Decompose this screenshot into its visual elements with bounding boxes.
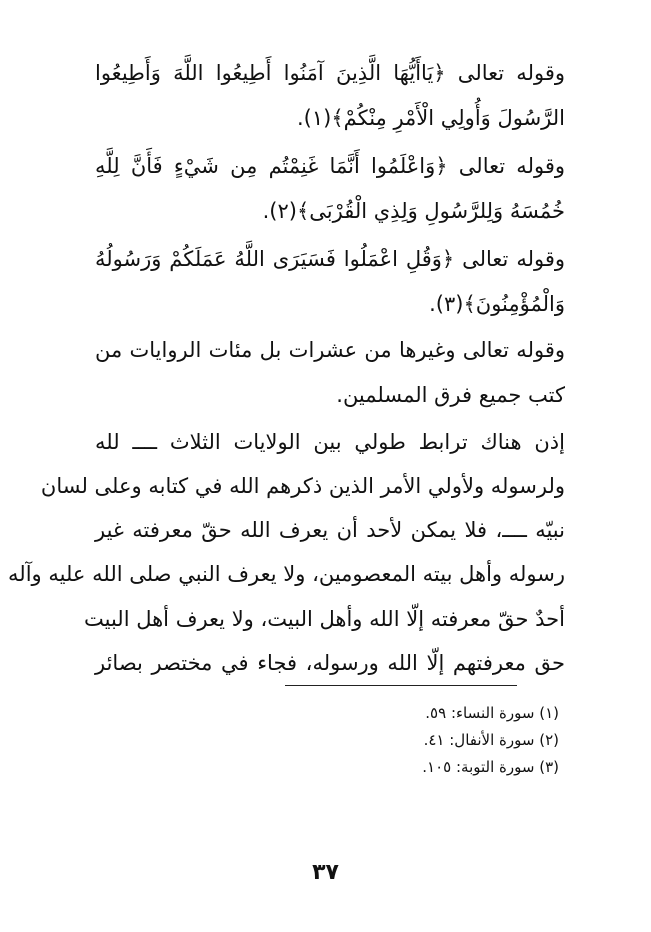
text-line: ولرسوله ولأولي الأمر الذين ذكرهم الله في كتابه وعلى لسان xyxy=(40,474,565,498)
text-line: الرَّسُولَ وَأُولِي الْأَمْرِ مِنْكُمْ﴾(١). xyxy=(296,106,565,130)
text-line: نبيّه ــــ، فلا يمكن لأحد أن يعرف الله حقّ معرفته غير xyxy=(95,518,565,542)
text-line: خُمُسَهُ وَلِلرَّسُولِ وَلِذِي الْقُرْبَى﴾(٢). xyxy=(262,199,565,223)
text-line: حق معرفتهم إلّا الله ورسوله، فجاء في مختصر بصائر xyxy=(95,651,565,675)
text-line: رسوله وأهل بيته المعصومين، ولا يعرف النبي صلى الله عليه وآله xyxy=(8,562,565,586)
footnote-2: (٢) سورة الأنفال: ٤١. xyxy=(423,731,559,749)
text-line: كتب جميع فرق المسلمين. xyxy=(336,383,565,407)
footnote-3: (٣) سورة التوبة: ١٠٥. xyxy=(422,758,559,776)
text-line: وقوله تعالى وغيرها من عشرات بل مئات الروايات من xyxy=(95,338,565,362)
text-line: إذن هناك ترابط طولي بين الولايات الثلاث ــــ لله xyxy=(95,430,565,454)
footnote-separator xyxy=(285,685,517,686)
footnote-1: (١) سورة النساء: ٥٩. xyxy=(425,704,559,722)
footnotes xyxy=(259,700,559,781)
text-line: وقوله تعالى ﴿يَاأَيُّهَا الَّذِينَ آمَنُوا أَطِيعُوا اللَّهَ وَأَطِيعُوا xyxy=(95,61,565,85)
text-line: وَالْمُؤْمِنُونَ﴾(٣). xyxy=(429,292,565,316)
text-line: وقوله تعالى ﴿وَاعْلَمُوا أَنَّمَا غَنِمْتُم مِن شَيْءٍ فَأَنَّ لِلَّهِ xyxy=(95,154,565,178)
text-line: أحدٌ حقّ معرفته إلّا الله وأهل البيت، ولا يعرف أهل البيت xyxy=(84,607,565,631)
page-number: ٣٧ xyxy=(312,860,339,885)
text-line: وقوله تعالى ﴿وَقُلِ اعْمَلُوا فَسَيَرَى اللَّهُ عَمَلَكُمْ وَرَسُولُهُ xyxy=(95,247,565,271)
